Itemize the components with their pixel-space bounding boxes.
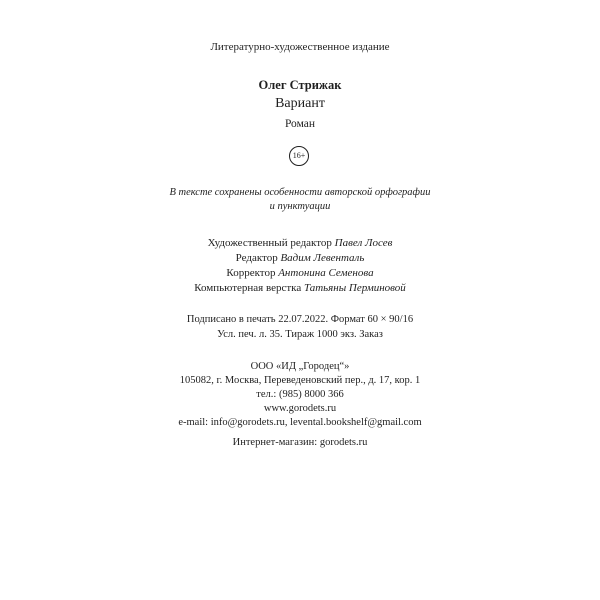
online-shop: Интернет-магазин: gorodets.ru [232, 437, 368, 448]
credit-name: Татьяны Перминовой [303, 282, 406, 294]
credit-proofreader [0, 266, 600, 280]
credit-layout [0, 281, 600, 295]
print-info-line2: Усл. печ. л. 35. Тираж 1000 экз. Заказ [217, 329, 383, 340]
publisher-email: e-mail: info@gorodets.ru, levental.bookshelf@gmail.com [178, 417, 422, 428]
publisher-website: www.gorodets.ru [263, 403, 337, 414]
spelling-note-line2: и пунктуации [269, 201, 331, 212]
publisher-address: 105082, г. Москва, Переведеновский пер., д. 17, кор. 1 [179, 375, 421, 386]
credit-role: Компьютерная верстка [194, 282, 302, 294]
print-info-line1: Подписано в печать 22.07.2022. Формат 60 × 90/16 [186, 314, 414, 325]
credit-role: Корректор [226, 267, 276, 279]
credit-name: Антонина Семенова [278, 267, 374, 279]
spelling-note-line1: В тексте сохранены особенности авторской орфографии [169, 187, 431, 198]
book-genre: Роман [284, 118, 316, 130]
credit-name: Вадим Левенталь [280, 252, 365, 264]
publisher-phone: тел.: (985) 8000 366 [256, 389, 344, 400]
credit-art-editor [0, 236, 600, 250]
book-title: Вариант [275, 96, 325, 111]
age-rating-badge: 16+ [289, 146, 309, 166]
credit-role: Художественный редактор [207, 237, 332, 249]
credit-role: Редактор [235, 252, 278, 264]
credit-editor [0, 251, 600, 265]
credit-name: Павел Лосев [334, 237, 393, 249]
author-name: Олег Стрижак [258, 78, 342, 92]
series-label: Литературно-художественное издание [210, 41, 390, 53]
publisher-name: ООО «ИД „Городец“» [250, 361, 350, 372]
